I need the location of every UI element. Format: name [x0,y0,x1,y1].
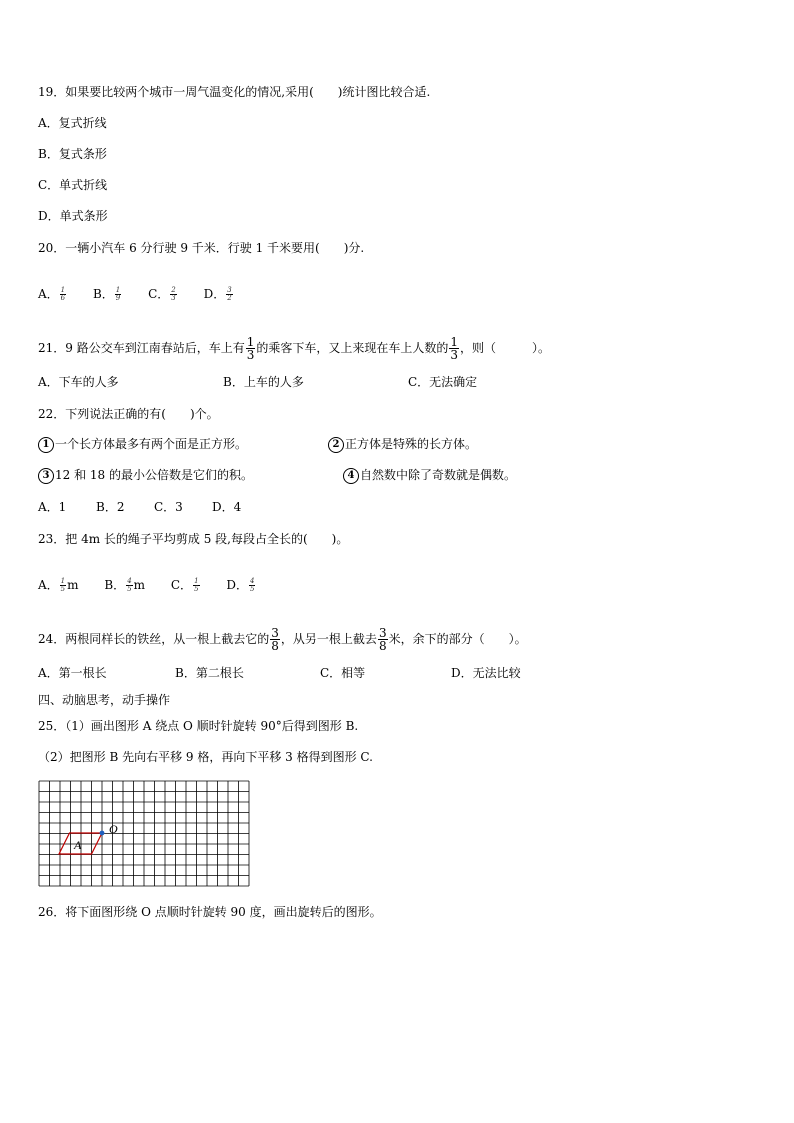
q20-options [38,286,234,302]
shape-a-label: A [74,838,82,852]
section-title: 四、动脑思考，动手操作 [38,693,171,707]
fraction: $\frac{4}{5}$ [127,577,132,593]
q20-option-d[interactable]: D． $\frac{3}{2}$ [203,286,232,302]
q22-option-a[interactable]: A．1 [38,500,67,514]
fraction: $\frac{3}{8}$ [378,626,387,653]
q22-stem: 22．下列说法正确的有( )个。 [38,407,219,421]
q25-grid-figure[interactable] [38,780,254,888]
q24-option-a[interactable]: A．第一根长 [38,666,107,680]
point-o-marker [100,831,105,836]
q19-option-a[interactable]: A．复式折线 [38,116,107,130]
q19-option-b[interactable]: B．复式条形 [38,147,107,161]
circled-number-icon: 1 [38,437,54,453]
q23-option-b[interactable]: B． $\frac{4}{5}$ m [104,577,146,593]
q25-part2: （2）把图形 B 先向右平移 9 格，再向下平移 3 格得到图形 C. [38,750,373,764]
q25-part1: 25．（1）画出图形 A 绕点 O 顺时针旋转 90°后得到图形 B. [38,719,359,733]
q24-stem: 24．两根同样长的铁丝，从一根上截去它的 $\frac{3}{8}$ ，从另一根上截去 $\frac{3}{8}$ 米，余下的部分（ ）。 [38,626,527,653]
q19-option-c[interactable]: C．单式折线 [38,178,108,192]
circled-number-icon: 4 [343,468,359,484]
q24-option-d[interactable]: D．无法比较 [451,666,521,680]
q24-option-c[interactable]: C．相等 [320,666,366,680]
q22-statement-2: 2 正方体是特殊的长方体。 [328,436,477,453]
fraction: $\frac{1}{5}$ [194,577,199,593]
q22-statement-3: 3 12 和 18 的最小公倍数是它们的积。 [38,467,343,484]
q23-options [38,577,256,593]
q20-stem: 20．一辆小汽车 6 分行驶 9 千米．行驶 1 千米要用( )分. [38,241,365,255]
circled-number-icon: 3 [38,468,54,484]
q24-option-b[interactable]: B．第二根长 [175,666,244,680]
q23-option-c[interactable]: C． $\frac{1}{5}$ [170,577,199,593]
q22-option-b[interactable]: B．2 [96,500,125,514]
q21-option-b[interactable]: B．上车的人多 [223,375,304,389]
q19-stem: 19．如果要比较两个城市一周气温变化的情况,采用( )统计图比较合适. [38,85,431,99]
q22-statements-row1 [38,436,477,453]
fraction: $\frac{2}{3}$ [171,286,176,302]
circled-number-icon: 2 [328,437,344,453]
q22-options [38,499,241,515]
q20-option-c[interactable]: C． $\frac{2}{3}$ [148,286,176,302]
fraction: $\frac{1}{3}$ [246,335,255,362]
q21-option-a[interactable]: A．下车的人多 [38,375,119,389]
q22-statement-1: 1 一个长方体最多有两个面是正方形。 [38,436,328,453]
point-o-label: O [109,822,118,836]
q22-statements-row2 [38,467,516,484]
q22-statement-4: 4 自然数中除了奇数就是偶数。 [343,467,516,484]
q23-option-d[interactable]: D． $\frac{4}{5}$ [226,577,255,593]
q22-option-c[interactable]: C．3 [154,500,183,514]
fraction: $\frac{3}{2}$ [227,286,232,302]
q23-stem: 23．把 4m 长的绳子平均剪成 5 段,每段占全长的( )。 [38,532,349,546]
q19-option-d[interactable]: D．单式条形 [38,209,108,223]
fraction: $\frac{1}{3}$ [450,335,459,362]
q20-option-a[interactable]: A． $\frac{1}{6}$ [38,286,66,302]
q23-option-a[interactable]: A． $\frac{1}{5}$ m [38,577,79,593]
q21-options [38,374,477,390]
q24-options [38,665,521,681]
fraction: $\frac{4}{5}$ [249,577,255,593]
q21-stem: 21．9 路公交车到江南春站后，车上有 $\frac{1}{3}$ 的乘客下车，又上来现在车上人数的 $\frac{1}{3}$ ，则（ ）。 [38,335,551,362]
q22-option-d[interactable]: D．4 [212,500,242,514]
fraction: $\frac{3}{8}$ [271,626,279,653]
fraction: $\frac{1}{5}$ [60,577,66,593]
fraction: $\frac{1}{6}$ [60,286,66,302]
q20-option-b[interactable]: B． $\frac{1}{9}$ [92,286,121,302]
q21-option-c[interactable]: C．无法确定 [408,375,478,389]
q26-stem: 26．将下面图形绕 O 点顺时针旋转 90 度，画出旋转后的图形。 [38,905,382,919]
fraction: $\frac{1}{9}$ [115,286,121,302]
